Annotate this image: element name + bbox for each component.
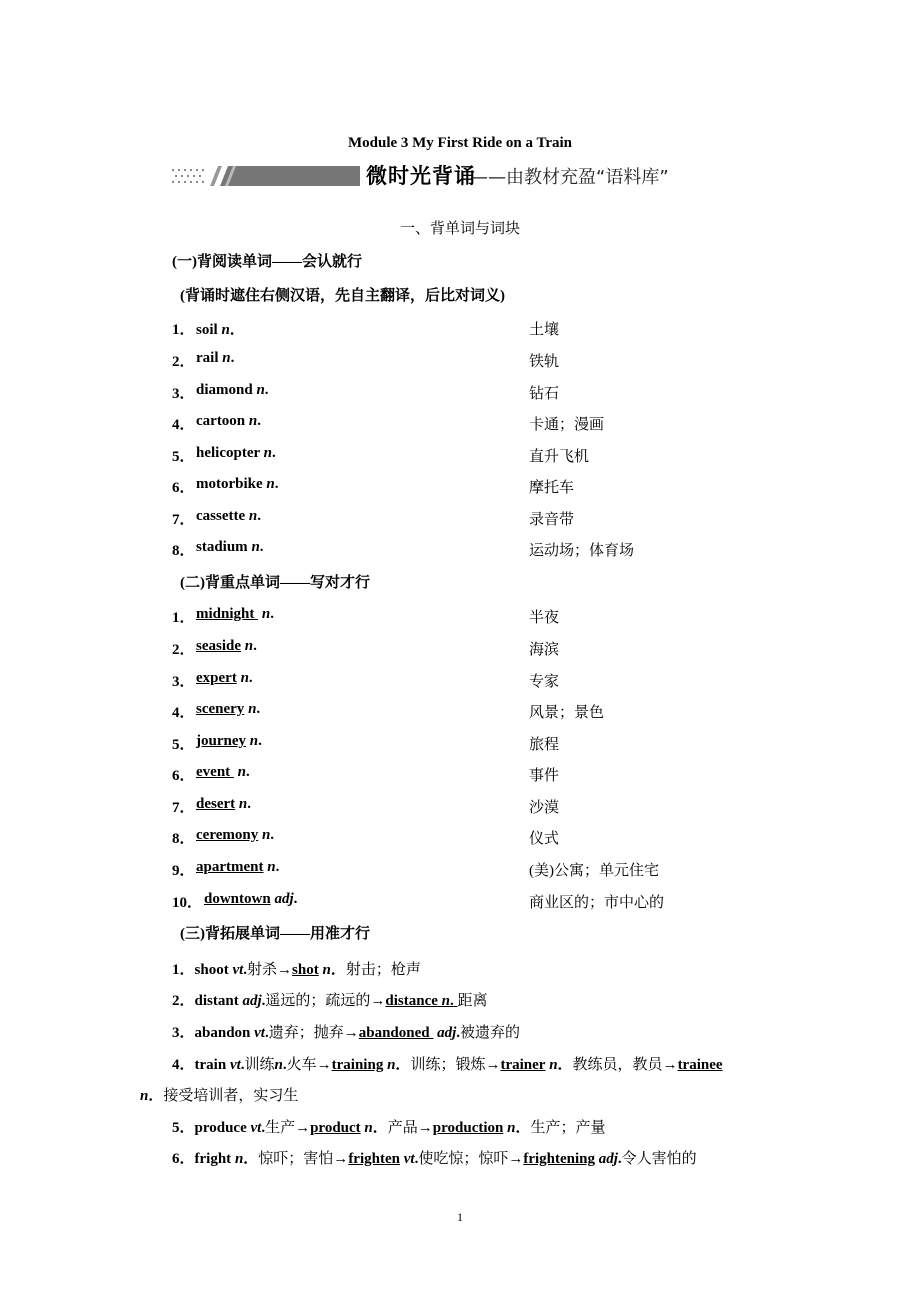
list-item: 10． downtown adj. 商业区的；市中心的 bbox=[172, 891, 665, 911]
module-title: Module 3 My First Ride on a Train bbox=[347, 135, 573, 151]
answer-blank: shot bbox=[292, 962, 319, 978]
answer-blank: product bbox=[310, 1120, 361, 1136]
answer-blank: apartment bbox=[196, 859, 264, 875]
list-item: 2．distant adj.遥远的；疏远的→distance n. 距离 bbox=[172, 993, 488, 1009]
list-item: 8． ceremony n. 仪式 bbox=[172, 827, 560, 847]
answer-blank: frighten bbox=[348, 1151, 400, 1167]
answer-blank: distance bbox=[385, 993, 438, 1009]
answer-blank: training bbox=[331, 1057, 384, 1073]
list-item: 1．shoot vt.射杀→shot n．射击；枪声 bbox=[172, 962, 421, 978]
banner-subtitle: ——由教材充盈“语料库” bbox=[470, 167, 669, 188]
list-item: 6． motorbike n. 摩托车 bbox=[172, 476, 575, 496]
page-number: 1 bbox=[457, 1210, 463, 1224]
section-banner bbox=[170, 160, 790, 190]
list-item: 7． desert n. 沙漠 bbox=[172, 796, 560, 816]
list-item: 6．fright n．惊吓；害怕→frighten vt.使吃惊；惊吓→frightening adj.令人害怕的 bbox=[172, 1151, 697, 1167]
list-item-continuation: n．接受培训者，实习生 bbox=[140, 1088, 299, 1104]
part3-heading: (三)背拓展单词——用准才行 bbox=[180, 926, 370, 942]
answer-blank: abandoned bbox=[358, 1025, 430, 1041]
answer-blank: trainer bbox=[500, 1057, 546, 1073]
list-item: 7． cassette n. 录音带 bbox=[172, 508, 575, 528]
answer-blank: trainee bbox=[677, 1057, 723, 1073]
answer-blank: downtown bbox=[204, 891, 271, 907]
list-item: 5． helicopter n. 直升飞机 bbox=[172, 445, 590, 465]
list-item: 9． apartment n. (美)公寓；单元住宅 bbox=[172, 859, 659, 879]
answer-blank: expert bbox=[196, 670, 237, 686]
answer-blank: desert bbox=[196, 796, 236, 812]
list-item: 2． seaside n. 海滨 bbox=[172, 638, 560, 658]
answer-blank: ceremony bbox=[196, 827, 259, 843]
part1-instruction: (背诵时遮住右侧汉语，先自主翻译，后比对词义) bbox=[180, 288, 505, 304]
section-heading: 一、背单词与词块 bbox=[399, 221, 520, 237]
list-item: 2． rail n. 铁轨 bbox=[172, 350, 560, 370]
answer-blank: journey bbox=[196, 733, 246, 749]
part2-heading: (二)背重点单词——写对才行 bbox=[180, 575, 370, 591]
list-item: 6． event n. 事件 bbox=[172, 764, 560, 784]
answer-blank: frightening bbox=[523, 1151, 595, 1167]
list-item: 1． midnight n. 半夜 bbox=[172, 606, 560, 626]
list-item: 4． scenery n. 风景；景色 bbox=[172, 701, 605, 721]
list-item: 5．produce vt.生产→product n．产品→production n．生产；产量 bbox=[172, 1120, 606, 1136]
part1-heading: (一)背阅读单词——会认就行 bbox=[172, 254, 362, 270]
list-item: 4．train vt.训练n.火车→training n．训练；锻炼→trainer n．教练员，教员→trainee bbox=[172, 1057, 723, 1073]
list-item: 1． soil n． 土壤 bbox=[172, 322, 560, 338]
banner-title: 微时光背诵 bbox=[366, 164, 476, 188]
answer-blank: production bbox=[432, 1120, 504, 1136]
answer-blank: midnight bbox=[196, 606, 255, 622]
list-item: 3． expert n. 专家 bbox=[172, 670, 560, 690]
list-item: 8． stadium n. 运动场；体育场 bbox=[172, 539, 635, 559]
answer-blank: event bbox=[196, 764, 231, 780]
answer-blank: seaside bbox=[196, 638, 241, 654]
banner-stripe-decoration bbox=[170, 166, 360, 186]
list-item: 5． journey n. 旅程 bbox=[172, 733, 560, 753]
answer-blank: scenery bbox=[196, 701, 245, 717]
list-item: 3．abandon vt.遗弃；抛弃→abandoned adj.被遗弃的 bbox=[172, 1025, 521, 1041]
list-item: 3． diamond n. 钻石 bbox=[172, 382, 560, 402]
list-item: 4． cartoon n. 卡通；漫画 bbox=[172, 413, 605, 433]
